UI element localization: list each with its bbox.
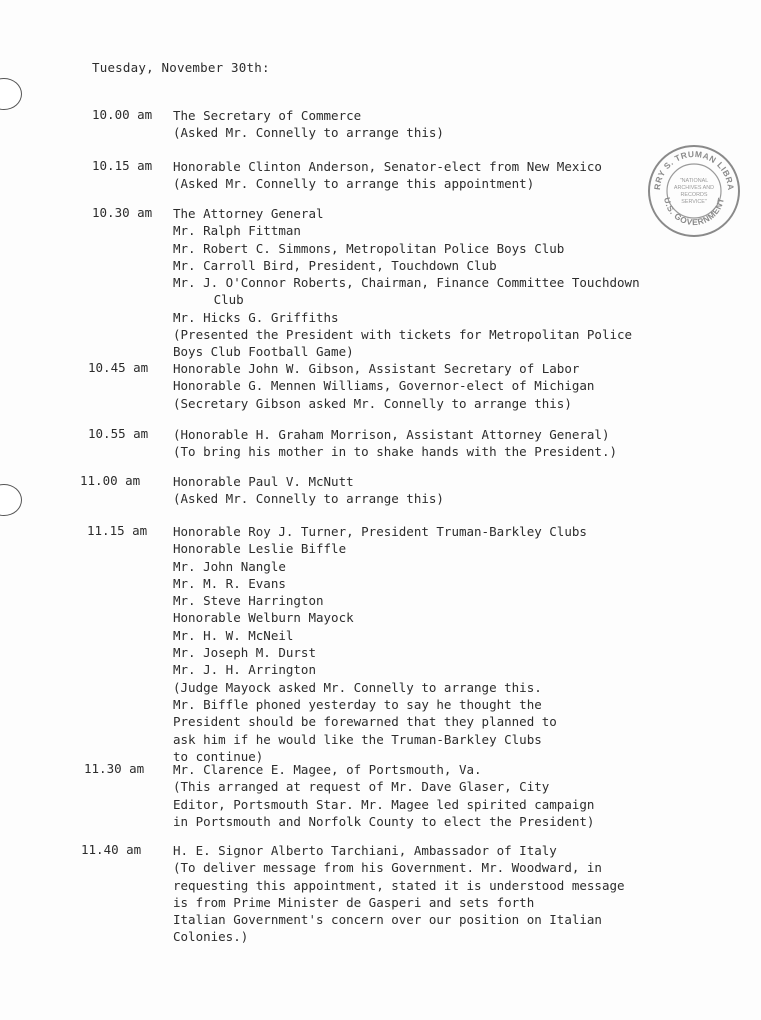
appointment-line: Mr. J. O'Connor Roberts, Chairman, Finance Committee Touchdown — [173, 275, 640, 291]
appointment-details — [173, 360, 594, 412]
appointment-line: Honorable G. Mennen Williams, Governor-elect of Michigan — [173, 378, 595, 394]
punch-hole-middle — [0, 484, 22, 516]
appointment-line: (This arranged at request of Mr. Dave Glaser, City — [173, 779, 550, 795]
appointment-line: (Judge Mayock asked Mr. Connelly to arrange this. — [173, 679, 542, 695]
stamp-ring-top-text: RRY S. TRUMAN LIBRA — [651, 148, 737, 192]
appointment-line: ask him if he would like the Truman-Barkley Clubs — [173, 731, 542, 747]
appointment-line: (Asked Mr. Connelly to arrange this appointment) — [173, 176, 535, 192]
appointment-line: Honorable Leslie Biffle — [173, 541, 347, 557]
appointment-line: Club — [191, 292, 244, 308]
appointment-line: Mr. Biffle phoned yesterday to say he thought the — [173, 696, 542, 712]
date-heading: Tuesday, November 30th: — [92, 60, 270, 75]
appointment-line: Mr. Joseph M. Durst — [173, 645, 316, 661]
appointment-line: President should be forewarned that they planned to — [173, 714, 557, 730]
appointment-line: Mr. Carroll Bird, President, Touchdown Club — [173, 257, 497, 273]
appointment-time: 10.30 am — [92, 205, 153, 220]
appointment-line: Mr. Steve Harrington — [173, 593, 324, 609]
appointment-time: 10.15 am — [92, 158, 153, 173]
appointment-time: 10.00 am — [92, 107, 153, 122]
appointment-line: Honorable Clinton Anderson, Senator-elect from New Mexico — [173, 159, 602, 174]
appointment-time: 11.00 am — [80, 473, 141, 488]
appointment-line: Italian Government's concern over our position on Italian — [173, 912, 602, 928]
stamp-center-line-2: ARCHIVES AND — [673, 185, 715, 191]
appointment-line: Honorable Welburn Mayock — [173, 610, 354, 626]
appointment-line: (Asked Mr. Connelly to arrange this) — [173, 125, 444, 141]
appointment-line: Mr. John Nangle — [173, 558, 286, 574]
appointment-line: to continue) — [173, 748, 264, 764]
appointment-line: Honorable Roy J. Turner, President Truman-Barkley Clubs — [173, 524, 587, 539]
appointment-line: (To bring his mother in to shake hands with the President.) — [173, 444, 618, 460]
appointment-line: Honorable Paul V. McNutt — [173, 474, 354, 489]
appointment-line: Mr. M. R. Evans — [173, 575, 286, 591]
library-stamp — [646, 143, 742, 239]
appointment-time: 11.15 am — [87, 523, 148, 538]
appointment-line: (Secretary Gibson asked Mr. Connelly to arrange this) — [173, 395, 572, 411]
appointment-time: 10.45 am — [88, 360, 149, 375]
appointment-line: Colonies.) — [173, 929, 249, 945]
appointment-details — [173, 761, 594, 830]
appointment-line: requesting this appointment, stated it is understood message — [173, 877, 625, 893]
punch-hole-top — [0, 78, 22, 110]
stamp-center-line-1: "NATIONAL — [679, 178, 709, 184]
appointment-line: Mr. Hicks G. Griffiths — [173, 309, 339, 325]
appointment-line: H. E. Signor Alberto Tarchiani, Ambassador of Italy — [173, 843, 557, 858]
appointment-line: Mr. Clarence E. Magee, of Portsmouth, Va. — [173, 762, 482, 777]
appointment-line: Mr. Ralph Fittman — [173, 223, 301, 239]
stamp-center-line-3: RECORDS — [680, 192, 708, 198]
appointment-time: 11.40 am — [81, 842, 142, 857]
appointment-details — [173, 107, 444, 142]
appointment-line: Honorable John W. Gibson, Assistant Secretary of Labor — [173, 361, 580, 376]
stamp-ring-bottom-text: U.S. GOVERNMENT — [662, 196, 726, 228]
appointment-line: The Secretary of Commerce — [173, 108, 362, 123]
appointment-line: Mr. H. W. McNeil — [173, 627, 294, 643]
appointment-details — [173, 205, 640, 361]
stamp-center-line-4: SERVICE" — [681, 199, 707, 205]
appointment-line: Boys Club Football Game) — [173, 344, 354, 360]
appointment-details — [173, 842, 625, 946]
appointment-line: Editor, Portsmouth Star. Mr. Magee led spirited campaign — [173, 796, 595, 812]
appointment-details — [173, 426, 617, 461]
appointment-line: (Asked Mr. Connelly to arrange this) — [173, 491, 444, 507]
appointment-line: Mr. J. H. Arrington — [173, 662, 316, 678]
appointment-line: in Portsmouth and Norfolk County to elect the President) — [173, 813, 595, 829]
appointment-line: (Honorable H. Graham Morrison, Assistant Attorney General) — [173, 427, 610, 442]
appointment-details — [173, 473, 444, 508]
appointment-line: The Attorney General — [173, 206, 324, 221]
appointment-line: (To deliver message from his Government. Mr. Woodward, in — [173, 860, 602, 876]
appointment-line: (Presented the President with tickets for Metropolitan Police — [173, 327, 633, 343]
appointment-line: Mr. Robert C. Simmons, Metropolitan Police Boys Club — [173, 240, 565, 256]
appointment-time: 10.55 am — [88, 426, 149, 441]
appointment-line: is from Prime Minister de Gasperi and sets forth — [173, 894, 535, 910]
appointment-details — [173, 523, 587, 765]
appointment-details — [173, 158, 602, 193]
appointment-time: 11.30 am — [84, 761, 145, 776]
